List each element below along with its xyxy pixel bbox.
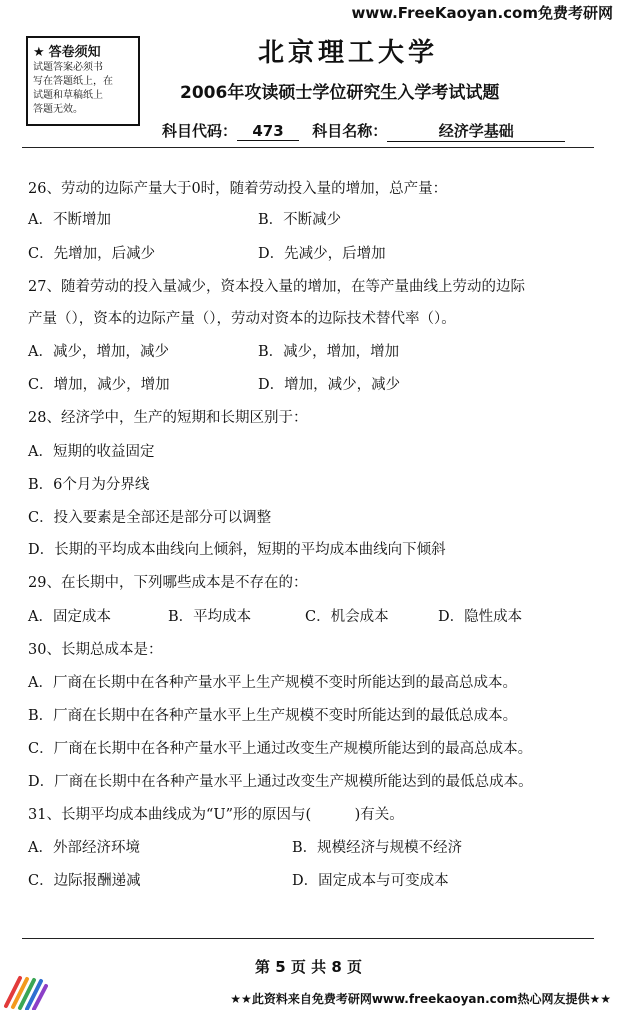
question-31-option-a: A．外部经济环境 (28, 840, 140, 856)
question-27-option-d: D．增加，减少，减少 (258, 377, 401, 393)
notice-box (26, 36, 140, 126)
notice-line: 写在答题纸上，在 (33, 76, 113, 87)
question-28-option-b: B．6个月为分界线 (28, 477, 150, 493)
question-27-stem-line-1: 27、随着劳动的投入量减少，资本投入量的增加，在等产量曲线上劳动的边际 (28, 279, 525, 295)
page-number: 第 5 页 共 8 页 (255, 958, 362, 976)
subject-name-value: 经济学基础 (387, 120, 565, 142)
question-31-option-c: C．边际报酬递减 (28, 873, 141, 889)
question-28-option-a: A．短期的收益固定 (28, 444, 155, 460)
header-divider (22, 147, 594, 148)
pencils-logo-icon (2, 972, 48, 1010)
star-icon: ★ (33, 45, 45, 60)
footer-divider (22, 938, 594, 939)
question-27-option-a: A．减少，增加，减少 (28, 344, 169, 360)
notice-title-text: 答卷须知 (48, 45, 101, 60)
question-31-option-d: D．固定成本与可变成本 (292, 873, 449, 889)
question-31-option-b: B．规模经济与规模不经济 (292, 840, 463, 856)
question-28-option-d: D．长期的平均成本曲线向上倾斜，短期的平均成本曲线向下倾斜 (28, 542, 446, 558)
exam-title: 2006年攻读硕士学位研究生入学考试试题 (180, 83, 500, 103)
question-31-stem: 31、长期平均成本曲线成为“U”形的原因与( )有关。 (28, 807, 404, 823)
question-26-stem: 26、劳动的边际产量大于0时，随着劳动投入量的增加，总产量： (28, 181, 448, 197)
subject-code-value: 473 (237, 122, 299, 141)
question-30-option-b: B．厂商在长期中在各种产量水平上生产规模不变时所能达到的最低总成本。 (28, 708, 518, 724)
university-name: 北京理工大学 (258, 38, 439, 68)
question-26-option-d: D．先减少，后增加 (258, 246, 386, 262)
subject-name-label: 科目名称： (312, 122, 388, 140)
question-26-option-a: A．不断增加 (28, 212, 111, 228)
question-30-stem: 30、长期总成本是： (28, 642, 163, 658)
question-26-option-b: B．不断减少 (258, 212, 342, 228)
subject-row (162, 120, 565, 142)
question-29-option-b: B．平均成本 (168, 609, 252, 625)
question-27-option-c: C．增加，减少，增加 (28, 377, 170, 393)
question-26-option-c: C．先增加，后减少 (28, 246, 156, 262)
question-29-option-a: A．固定成本 (28, 609, 111, 625)
site-header: www.FreeKaoyan.com免费考研网 (351, 4, 613, 22)
question-27-stem-line-2: 产量（），资本的边际产量（），劳动对资本的边际技术替代率（）。 (28, 311, 456, 327)
notice-line: 答题无效。 (33, 104, 83, 115)
question-30-option-d: D．厂商在长期中在各种产量水平上通过改变生产规模所能达到的最低总成本。 (28, 774, 533, 790)
notice-line: 试题和草稿纸上 (33, 90, 103, 101)
question-29-option-c: C．机会成本 (305, 609, 389, 625)
question-27-option-b: B．减少，增加，增加 (258, 344, 400, 360)
question-29-option-d: D．隐性成本 (438, 609, 523, 625)
question-28-stem: 28、经济学中，生产的短期和长期区别于： (28, 410, 308, 426)
notice-line: 试题答案必须书 (33, 62, 103, 73)
question-28-option-c: C．投入要素是全部还是部分可以调整 (28, 510, 272, 526)
bottom-banner: ★★此资料来自免费考研网www.freekaoyan.com热心网友提供★★ (230, 992, 611, 1006)
question-30-option-c: C．厂商在长期中在各种产量水平上通过改变生产规模所能达到的最高总成本。 (28, 741, 533, 757)
question-30-option-a: A．厂商在长期中在各种产量水平上生产规模不变时所能达到的最高总成本。 (28, 675, 517, 691)
question-29-stem: 29、在长期中，下列哪些成本是不存在的： (28, 575, 308, 591)
notice-title (33, 41, 133, 60)
subject-code-label: 科目代码： (162, 122, 238, 140)
